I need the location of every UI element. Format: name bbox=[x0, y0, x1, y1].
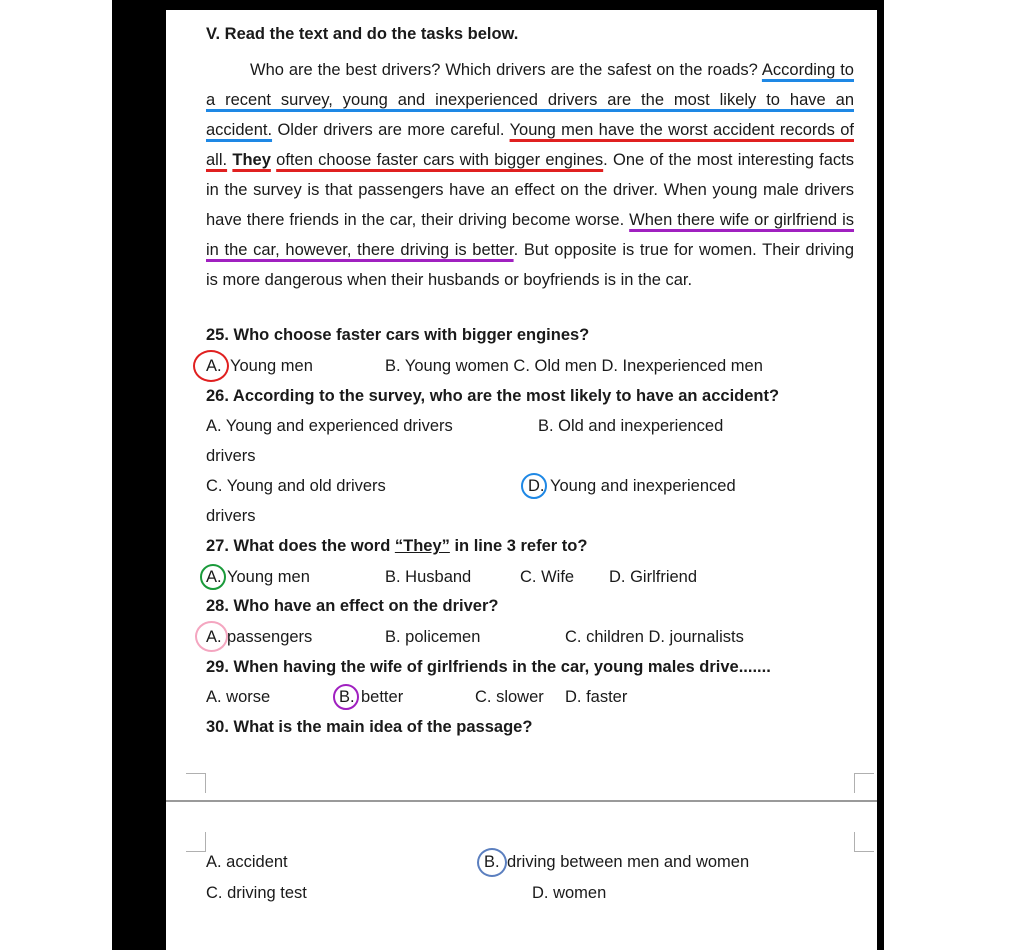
q28-option-a-letter: A. bbox=[206, 628, 222, 646]
q27-option-a-letter: A. bbox=[206, 568, 222, 586]
q28-option-a: passengers bbox=[227, 628, 313, 646]
answer-circle-q25 bbox=[193, 350, 229, 382]
passage-sentence-5: often choose faster cars with bigger engines bbox=[276, 151, 604, 169]
q27-question-pre: 27. What does the word bbox=[206, 537, 395, 555]
question-27 bbox=[206, 536, 587, 556]
q28-option-b: B. policemen bbox=[385, 628, 481, 646]
q27-option-b: B. Husband bbox=[385, 568, 472, 586]
answer-circle-q28 bbox=[195, 621, 228, 652]
passage-sentence-2: According to a recent survey, young and inexperienced drivers are the most likely to have an accident. bbox=[206, 61, 854, 139]
q27-option-d: D. Girlfriend bbox=[609, 568, 698, 586]
left-border bbox=[112, 0, 166, 950]
passage-word-they: They bbox=[232, 151, 271, 169]
q30-option-b-letter: B. bbox=[484, 853, 500, 871]
q27-option-c: C. Wife bbox=[520, 568, 575, 586]
answer-circle-q27 bbox=[200, 564, 226, 590]
passage-sentence-6: . One of the most interesting facts in the survey is that passengers have an effect on the driver. When young male drivers have there friends in the car, their driving become worse. bbox=[206, 151, 855, 229]
q26-option-a: A. Young and experienced drivers bbox=[206, 417, 453, 435]
q27-question-post: in line 3 refer to? bbox=[449, 537, 588, 555]
question-26: 26. According to the survey, who are the most likely to have an accident? bbox=[206, 387, 780, 405]
q29-option-a: A. worse bbox=[206, 688, 271, 706]
reading-passage bbox=[206, 55, 854, 295]
section-heading: V. Read the text and do the tasks below. bbox=[206, 25, 519, 43]
passage-sentence-8: . But opposite is true for women. Their driving is more dangerous when their husbands or boyfriends is in the car. bbox=[206, 241, 855, 289]
passage-sentence-1: Who are the best drivers? Which drivers are the safest on the roads? bbox=[250, 61, 758, 79]
q27-word: “They” bbox=[394, 537, 450, 555]
answer-circle-q26 bbox=[521, 473, 547, 499]
top-border bbox=[112, 0, 884, 10]
page-corner-marker bbox=[854, 832, 874, 852]
q25-option-a: Young men bbox=[230, 357, 313, 375]
answer-circle-q30 bbox=[477, 848, 507, 877]
passage-sentence-4: Young men have the worst accident records of all. bbox=[206, 121, 854, 169]
q30-option-b: driving between men and women bbox=[507, 853, 750, 871]
q29-option-b-letter: B. bbox=[339, 688, 355, 706]
question-25: 25. Who choose faster cars with bigger engines? bbox=[206, 326, 590, 344]
q26-option-d-cont: drivers bbox=[206, 507, 256, 525]
page-corner-marker bbox=[854, 773, 874, 793]
question-28: 28. Who have an effect on the driver? bbox=[206, 597, 499, 615]
passage-sentence-3: Older drivers are more careful. bbox=[277, 121, 505, 139]
page-corner-marker bbox=[186, 832, 206, 852]
q29-option-d: D. faster bbox=[565, 688, 628, 706]
q26-option-d: Young and inexperienced bbox=[550, 477, 736, 495]
q29-option-c: C. slower bbox=[475, 688, 544, 706]
q30-option-c: C. driving test bbox=[206, 884, 307, 902]
question-30: 30. What is the main idea of the passage? bbox=[206, 718, 533, 736]
page-corner-marker bbox=[186, 773, 206, 793]
q30-option-a: A. accident bbox=[206, 853, 288, 871]
page-break-divider bbox=[166, 800, 877, 802]
passage-sentence-7: When there wife or girlfriend is in the car, however, there driving is better bbox=[206, 211, 855, 259]
question-29: 29. When having the wife of girlfriends in the car, young males drive....... bbox=[206, 658, 771, 676]
q30-option-d: D. women bbox=[532, 884, 607, 902]
q29-option-b: better bbox=[361, 688, 404, 706]
q26-option-b-cont: drivers bbox=[206, 447, 256, 465]
q26-option-d-letter: D. bbox=[528, 477, 545, 495]
q28-options-cd: C. children D. journalists bbox=[565, 628, 744, 646]
q27-option-a: Young men bbox=[227, 568, 310, 586]
q26-option-b: B. Old and inexperienced bbox=[538, 417, 724, 435]
q25-options-bcd: B. Young women C. Old men D. Inexperienced men bbox=[385, 357, 763, 375]
right-border bbox=[877, 0, 884, 950]
answer-circle-q29 bbox=[333, 684, 359, 710]
q25-option-a-letter: A. bbox=[206, 357, 222, 375]
q26-option-c: C. Young and old drivers bbox=[206, 477, 386, 495]
document-page bbox=[166, 10, 877, 950]
